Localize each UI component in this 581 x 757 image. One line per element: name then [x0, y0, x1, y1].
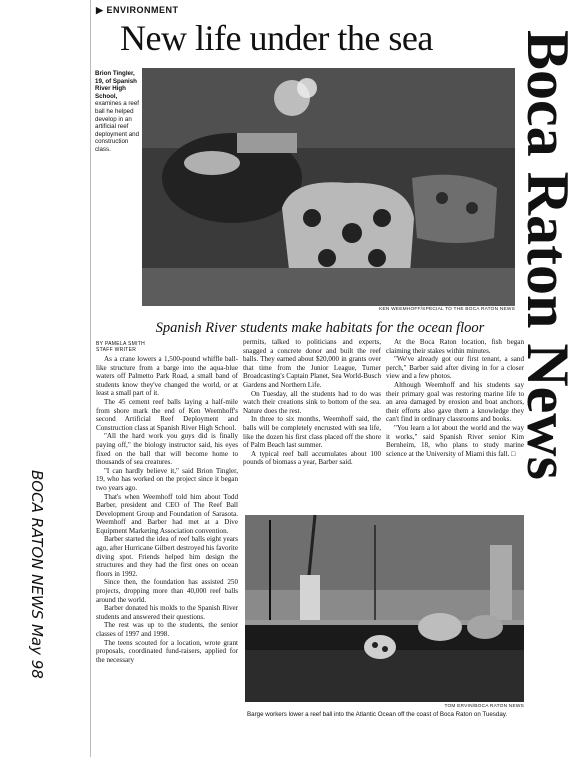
reef-ball-scene	[142, 68, 515, 306]
subhead: Spanish River students make habitats for the ocean floor	[155, 320, 485, 336]
paragraph: A typical reef ball accumulates about 100 pounds of biomass a year, Barber said.	[243, 449, 381, 467]
paragraph: "You learn a lot about the world and the way it works," said Spanish River senior Kim Bernheim, 18, who plans to study marine science at the University of Miami this fall. □	[386, 423, 524, 458]
article-column-2	[243, 338, 381, 467]
paragraph: Barber donated his molds to the Spanish River students and answered their questions.	[96, 604, 238, 621]
section-tag	[96, 5, 178, 16]
paragraph: "I can hardly believe it," said Brion Tingler, 19, who has worked on the project since it began two years ago.	[96, 466, 238, 492]
byline-role: STAFF WRITER	[96, 347, 137, 353]
caption-body: examines a reef ball he helped develop in an artificial reef deployment and construction class.	[95, 100, 140, 153]
paragraph: "All the hard work you guys did is finally paying off," the biology instructor said, his eyes fixed on the ball that will become home to thousands of sea creatures.	[96, 432, 238, 467]
paragraph: That's when Weemhoff told him about Todd Barber, president and CEO of The Reef Ball Development Group and Foundation of Sarasota. Weemhoff and Barber had met at a Dive Equipment Marketing Association convention.	[96, 492, 238, 535]
bottom-photo-caption: Barge workers lower a reef ball into the Atlantic Ocean off the coast of Boca Raton on Tuesday.	[247, 711, 508, 718]
section-label: ENVIRONMENT	[106, 5, 179, 15]
article-column-3	[386, 338, 524, 458]
bottom-photo-credit: TOM ERVIN/BOCA RATON NEWS	[444, 704, 524, 709]
paragraph: The teens scouted for a location, wrote grant proposals, coordinated fund-raisers, applied for the necessary	[96, 638, 238, 664]
paragraph: permits, talked to politicians and experts, snagged a concrete donor and built the reef balls. They earned about $20,000 in grants over that time from the Junior League, Turner Broadcasting's Captain Planet, Sea World-Busch Gardens and Northern Life.	[243, 338, 381, 389]
paragraph: "We've already got our first tenant, a sand perch," Barber said after diving in for a closer view and a few photos.	[386, 355, 524, 381]
handwritten-text: BOCA RATON NEWS May 98	[28, 470, 46, 679]
headline: New life under the sea	[120, 18, 433, 58]
paragraph: The 45 cement reef balls laying a half-mile from shore mark the end of Ken Weemhoff's second Artificial Reef Deployment and Construction class at Spanish River High School.	[96, 397, 238, 432]
top-photo-credit: KEN WEEMHOFF/SPECIAL TO THE BOCA RATON NEWS	[379, 307, 515, 312]
paragraph: The rest was up to the students, the senior classes of 1997 and 1998.	[96, 621, 238, 638]
paragraph: As a crane lowers a 1,500-pound whiffle ball-like structure from a barge into the aqua-blue waters off Palmetto Park Road, a small band of students know they've changed the world, or at least a small part of it.	[96, 355, 238, 398]
barge-scene	[245, 515, 524, 702]
paragraph: In three to six months, Weemhoff said, the balls will be completely encrusted with sea life, like the dozen his first class placed off the shore of Palm Beach last summer.	[243, 415, 381, 450]
byline	[96, 341, 236, 353]
paragraph: On Tuesday, all the students had to do was watch their creations sink to bottom of the sea. Nature does the rest.	[243, 389, 381, 415]
paragraph: Barber started the idea of reef balls eight years ago, after Hurricane Gilbert destroyed his favorite diving spot. Friends helped him design the structures and they had the first ones on ocean floors in 1992.	[96, 535, 239, 578]
article-column-1	[96, 355, 238, 664]
triangle-icon: ▶	[96, 5, 104, 15]
clipping-left-edge	[90, 0, 91, 757]
paragraph: Since then, the foundation has assisted 250 projects, dropping more than 40,000 reef balls around the world.	[96, 578, 238, 604]
bottom-photo	[245, 515, 524, 702]
byline-name: BY PAMELA SMITH	[96, 341, 146, 347]
handwritten-note	[6, 470, 46, 730]
paragraph: Although Weemhoff and his students say their primary goal was restoring marine life to an area damaged by erosion and boat anchors, their efforts also gave them a knowledge they can't find in ordinary classrooms and books.	[386, 380, 524, 424]
masthead-fragment	[515, 30, 581, 660]
caption-name-line: Brion Tingler, 19, of Spanish River High School,	[95, 70, 137, 100]
paragraph: At the Boca Raton location, fish began claiming their stakes within minutes.	[386, 338, 524, 355]
masthead-text: Boca Raton News	[515, 30, 581, 480]
top-photo-caption	[95, 70, 141, 154]
top-photo	[142, 68, 515, 306]
